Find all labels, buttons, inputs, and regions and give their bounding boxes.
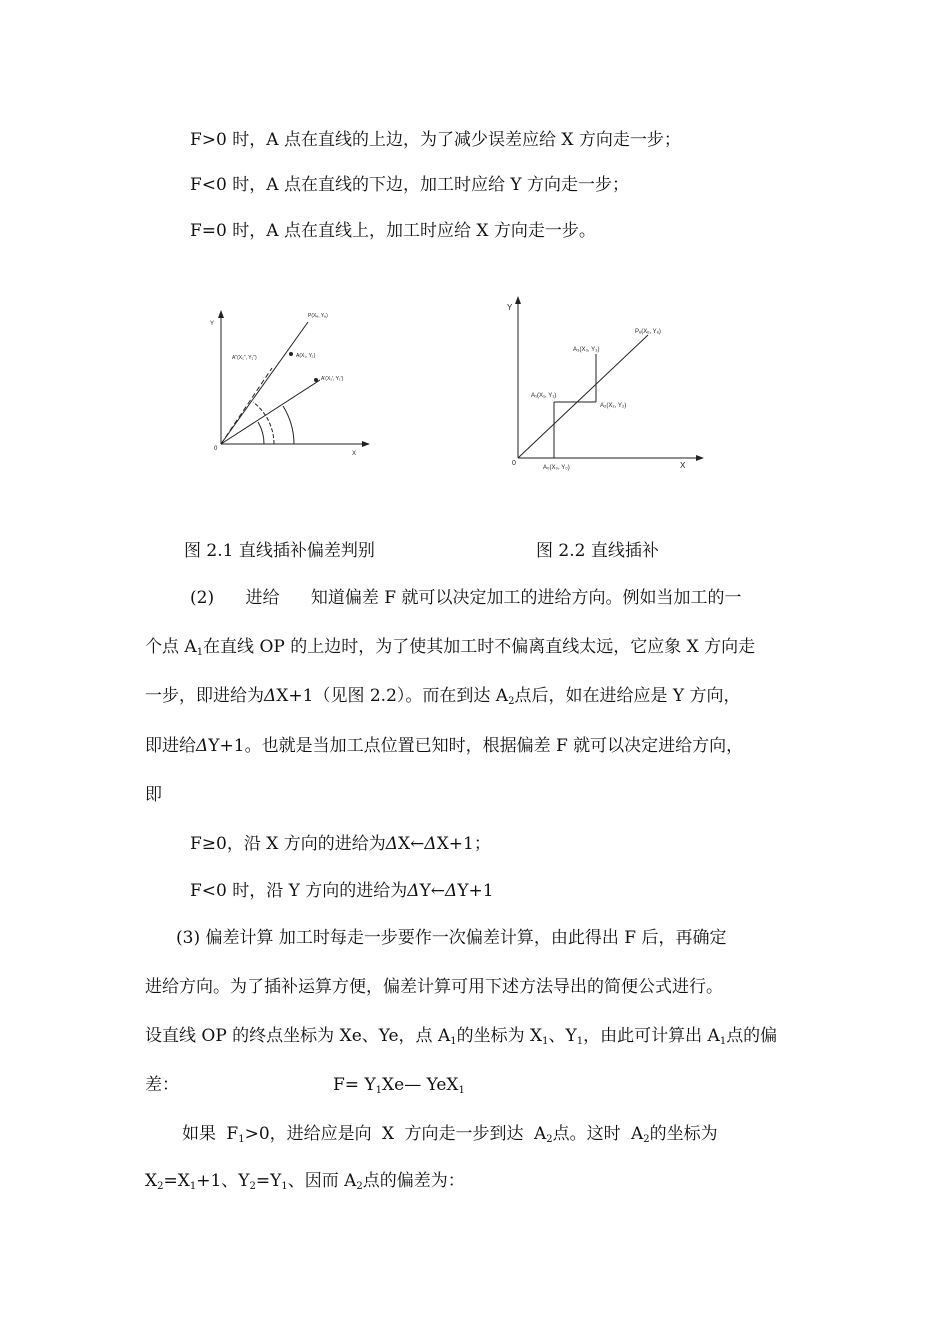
text-run: X← [398, 834, 425, 854]
fig2-y-label: Y [507, 303, 513, 312]
delta-symbol: Δ [385, 834, 399, 854]
text-run: F<0 时，沿 Y 方向的进给为 [190, 881, 408, 901]
text-run: 设直线 OP 的终点坐标为 Xe、Ye，点 A [145, 1026, 451, 1046]
figure-2-2 [500, 290, 710, 475]
fig2-origin-label: 0 [512, 460, 516, 467]
para3-line4 [145, 1074, 465, 1096]
delta-symbol: Δ [445, 881, 458, 901]
subscript: 1 [196, 647, 204, 658]
para2-line4 [145, 735, 743, 757]
rule-f-positive: F>0 时，A 点在直线的上边，为了减少误差应给 X 方向走一步； [190, 130, 681, 150]
text-run: 点。这时 A [552, 1124, 644, 1144]
fig1-y-label: Y [210, 321, 215, 327]
subscript: 2 [643, 1134, 650, 1145]
para2-line2 [145, 636, 755, 664]
text-run: 一步，即进给为 [145, 686, 264, 706]
fig1-x-label: X [352, 451, 357, 457]
fig1-a-prime-label: A'(X₁', Y₁') [321, 376, 344, 382]
text-run: Y← [419, 881, 446, 901]
fig2-a0-label: A₀(X₀, Y₀) [543, 465, 570, 471]
para3-line2: 进给方向。为了插补运算方便，偏差计算可用下述方法导出的简便公式进行。 [145, 977, 723, 997]
subscript: 1 [238, 1134, 245, 1145]
subscript: 2 [356, 1181, 363, 1192]
text-run: 差： [145, 1075, 179, 1095]
text-run: >0，进给应是向 X 方向走一步到达 A [244, 1124, 547, 1144]
subscript: 1 [542, 1036, 549, 1047]
subscript: 1 [719, 1036, 727, 1047]
subscript: 1 [450, 1036, 457, 1047]
para4-line2 [145, 1170, 465, 1198]
rule-f-zero: F=0 时，A 点在直线上，加工时应给 X 方向走一步。 [190, 221, 596, 241]
para2-line3 [145, 685, 740, 713]
figure-2-1-caption: 图 2.1 直线插补偏差判别 [184, 541, 375, 561]
text-run: F≥0，沿 X 方向的进给为 [190, 834, 386, 854]
text-run: F= Y [333, 1075, 376, 1095]
subscript: 2 [249, 1181, 256, 1192]
rule-x-step [190, 833, 491, 855]
para2-text: 知道偏差 F 就可以决定加工的进给方向。例如当加工的一 [310, 588, 742, 608]
rule-y-step [190, 880, 494, 902]
text-run: 如果 F [182, 1124, 239, 1144]
text-run: 个点 A [145, 637, 197, 657]
fig2-a2-label: A₂(X₂, Y₂) [600, 403, 627, 409]
para2-line1 [190, 587, 742, 609]
text-run: X+1（见图 2.2）。而在到达 A [276, 686, 509, 706]
subscript: 2 [508, 696, 515, 707]
delta-symbol: Δ [264, 686, 277, 706]
text-run: Y+1。也就是当加工点位置已知时，根据偏差 F 就可以决定进给方向， [208, 736, 744, 756]
para2-line5: 即 [145, 785, 162, 805]
fig1-a-double-prime-label: A"(X₁", Y₁") [232, 355, 257, 361]
text-run: 、Y [548, 1026, 577, 1046]
subscript: 2 [546, 1134, 553, 1145]
subscript: 2 [157, 1181, 164, 1192]
text-run: 点后，如在进给应是 Y 方向， [514, 686, 741, 706]
text-run: +1、Y [196, 1171, 250, 1191]
subscript: 1 [375, 1085, 383, 1096]
text-run: =Y [255, 1171, 282, 1191]
deviation-formula [333, 1074, 465, 1102]
text-run: Xe— YeX [382, 1075, 459, 1095]
text-run: 点的偏差为： [362, 1171, 465, 1191]
text-run: X [145, 1171, 158, 1191]
fig2-a1-label: A₁(X₁, Y₁) [531, 393, 557, 399]
fig1-p-label: P(Xₑ, Yₑ) [308, 313, 328, 319]
para3-line3 [145, 1025, 777, 1053]
text-run: X+1； [436, 834, 491, 854]
delta-symbol: Δ [424, 834, 437, 854]
subscript: 1 [458, 1085, 465, 1096]
para2-number: (2) [190, 588, 215, 608]
subscript: 1 [281, 1181, 288, 1192]
fig1-a-label: A(X₁, Y₁) [296, 353, 316, 359]
delta-symbol: Δ [407, 881, 420, 901]
text-run: ，由此可计算出 A [583, 1026, 720, 1046]
text-run: 的坐标为 [649, 1124, 718, 1144]
fig1-origin-label: 0 [214, 446, 218, 452]
subscript: 1 [189, 1181, 197, 1192]
delta-symbol: Δ [196, 736, 209, 756]
rule-f-negative: F<0 时，A 点在直线的下边，加工时应给 Y 方向走一步； [190, 175, 629, 195]
figure-2-1 [200, 300, 380, 465]
fig2-a3-label: A₃(X₃, Y₃) [573, 347, 600, 353]
fig2-x-label: X [680, 461, 686, 470]
para4-line1 [182, 1123, 718, 1151]
fig2-pe-label: Pₑ(Xₑ, Yₑ) [635, 329, 661, 335]
para2-heading: 进给 [245, 588, 280, 608]
text-run: 即进给 [145, 736, 196, 756]
para3-line1: (3) 偏差计算 加工时每走一步要作一次偏差计算，由此得出 F 后，再确定 [176, 928, 727, 948]
text-run: 、因而 A [287, 1171, 357, 1191]
text-run: Y+1 [457, 881, 494, 901]
text-run: 点的偏 [726, 1026, 778, 1046]
figure-2-2-caption: 图 2.2 直线插补 [536, 541, 659, 561]
text-run: 在直线 OP 的上边时，为了使其加工时不偏离直线太远，它应象 X 方向走 [203, 637, 756, 657]
text-run: 的坐标为 X [456, 1026, 543, 1046]
subscript: 1 [576, 1036, 584, 1047]
text-run: =X [163, 1171, 190, 1191]
